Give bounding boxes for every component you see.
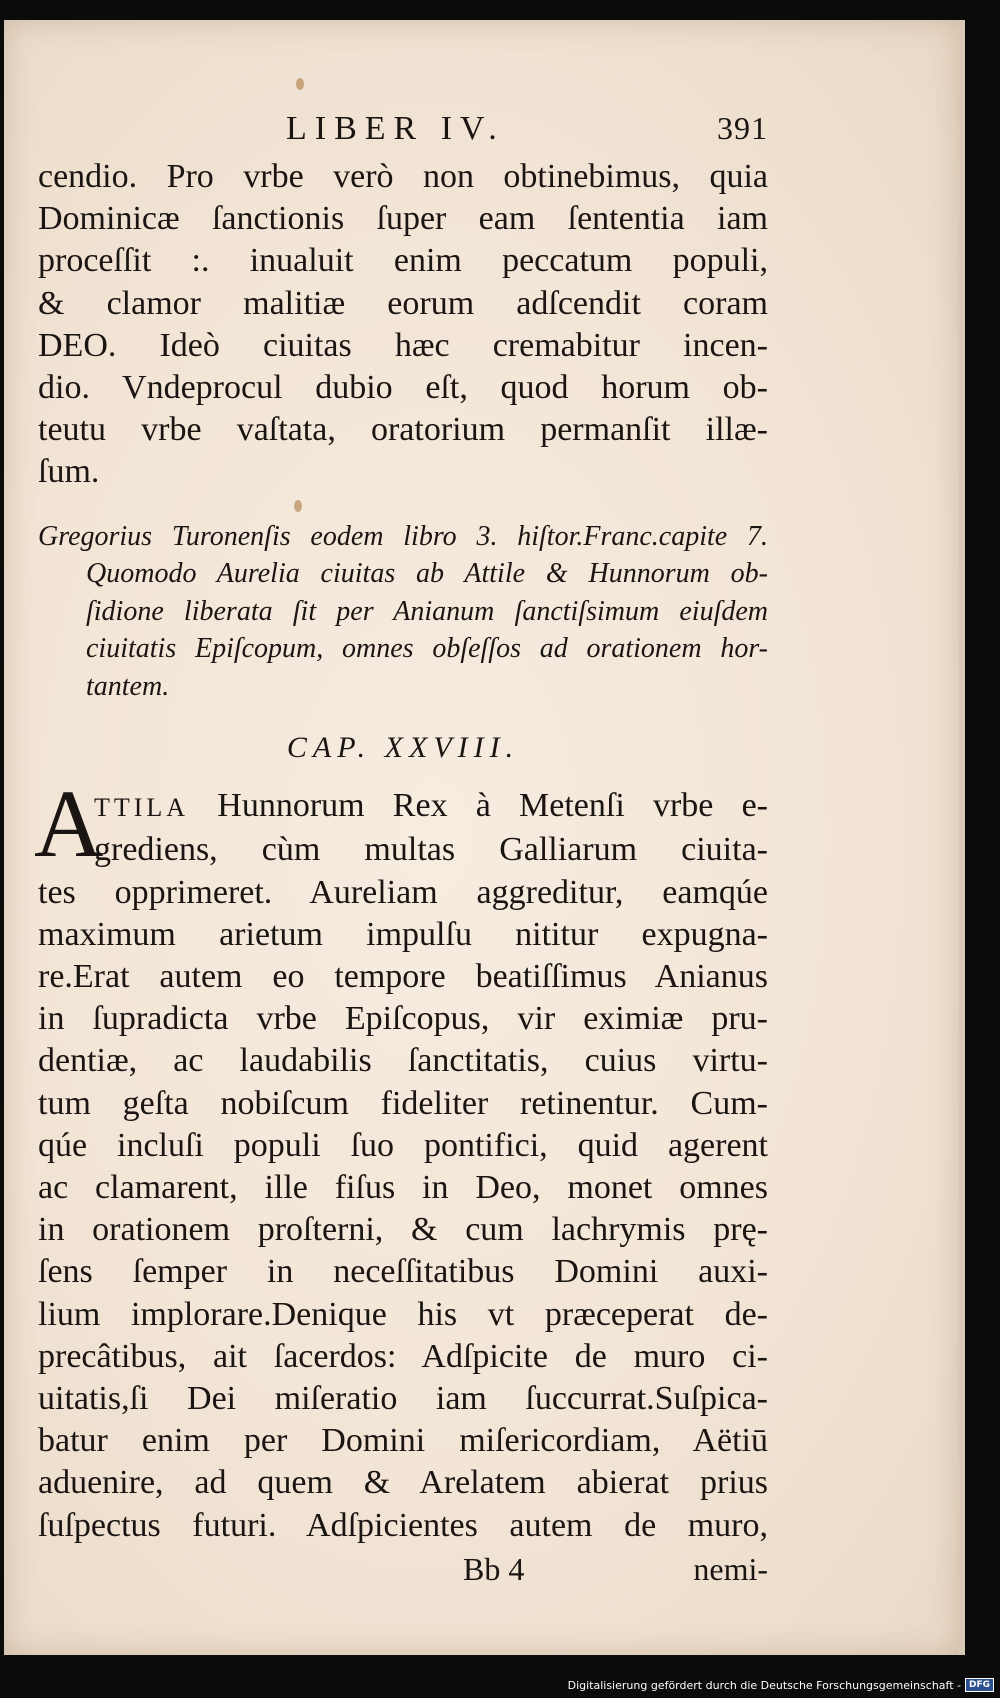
drop-cap: A	[34, 770, 104, 878]
book-page	[4, 20, 965, 1655]
credit-text: Digitalisierung gefördert durch die Deutsche Forschungsgemeinschaft -	[567, 1678, 961, 1692]
text-line: teutu vrbe vaſtata, oratorium permanſit illæ-	[38, 411, 768, 449]
text-line: ac clamarent, ille fiſus in Deo, monet omnes	[38, 1168, 768, 1206]
summary-line: Quomodo Aurelia ciuitas ab Attile & Hunnorum ob-	[86, 558, 768, 590]
catchword: nemi-	[693, 1550, 768, 1587]
text-line: batur enim per Domini miſericordiam, Aëtiū	[38, 1422, 768, 1460]
page-number: 391	[717, 110, 768, 146]
text-line: tes opprimeret. Aureliam aggreditur, eamqúe	[38, 873, 768, 911]
summary-line: ſidione liberata ſit per Anianum ſanctiſsimum eiuſdem	[86, 595, 768, 627]
text-line: qúe incluſi populi ſuo pontifici, quid agerent	[38, 1126, 768, 1164]
text-line: aduenire, ad quem & Arelatem abierat prius	[38, 1464, 768, 1502]
paragraph-continued	[38, 156, 768, 494]
chapter-body	[34, 770, 768, 1547]
text-line: in ſupradicta vrbe Epiſcopus, vir eximiæ pru-	[38, 1000, 768, 1038]
small-caps-word: TTILA	[94, 793, 190, 823]
summary-line: ciuitatis Epiſcopum, omnes obſeſſos ad orationem hor-	[86, 633, 768, 665]
funding-credit	[568, 1678, 994, 1692]
text-line: ſuſpectus futuri. Adſpicientes autem de muro,	[38, 1506, 768, 1544]
text-line: in orationem proſterni, & cum lachrymis prę-	[38, 1211, 768, 1249]
text-line: maximum arietum impulſu nititur expugna-	[38, 915, 768, 953]
text-line: precâtibus, ait ſacerdos: Adſpicite de muro ci-	[38, 1337, 768, 1375]
running-title: LIBER IV.	[286, 110, 505, 147]
text-line: ſum.	[38, 453, 100, 491]
chapter-summary	[38, 518, 768, 706]
text-line: Dominicæ ſanctionis ſuper eam ſententia iam	[38, 200, 768, 238]
page-text	[34, 110, 768, 1588]
text-line: cendio. Pro vrbe verò non obtinebimus, quia	[38, 158, 768, 195]
text-line: uitatis,ſi Dei miſeratio iam ſuccurrat.Suſpica-	[38, 1379, 768, 1417]
text-line: re.Erat autem eo tempore beatiſſimus Anianus	[38, 957, 768, 995]
text-line: grediens, cùm multas Galliarum ciuita-	[94, 831, 768, 869]
text-line: lium implorare.Denique his vt præceperat de-	[38, 1295, 768, 1333]
text-line	[38, 785, 768, 829]
text-line: DEO. Ideò ciuitas hæc cremabitur incen-	[38, 326, 768, 364]
text-line: dentiæ, ac laudabilis ſanctitatis, cuius virtu-	[38, 1042, 768, 1080]
text-line: tum geſta nobiſcum fideliter retinentur. Cum-	[38, 1084, 768, 1122]
summary-line: Gregorius Turonenſis eodem libro 3. hiſtor.Franc.capite 7.	[38, 520, 768, 552]
text-line: proceſſit :. inualuit enim peccatum populi,	[38, 242, 768, 280]
text-line: dio. Vndeprocul dubio eſt, quod horum ob-	[38, 369, 768, 407]
page-footer	[38, 1551, 768, 1588]
paper-stain	[296, 78, 304, 90]
text-line: & clamor malitiæ eorum adſcendit coram	[38, 284, 768, 322]
signature-mark: Bb 4	[463, 1550, 525, 1587]
page-header	[38, 110, 768, 156]
dfg-logo: DFG	[965, 1678, 994, 1692]
text-line: ſens ſemper in neceſſitatibus Domini auxi-	[38, 1253, 768, 1291]
text-line-rest: Hunnorum Rex à Metenſi vrbe e-	[189, 787, 768, 825]
summary-line: tantem.	[86, 670, 170, 702]
chapter-heading: CAP. XXVIII.	[286, 731, 520, 765]
